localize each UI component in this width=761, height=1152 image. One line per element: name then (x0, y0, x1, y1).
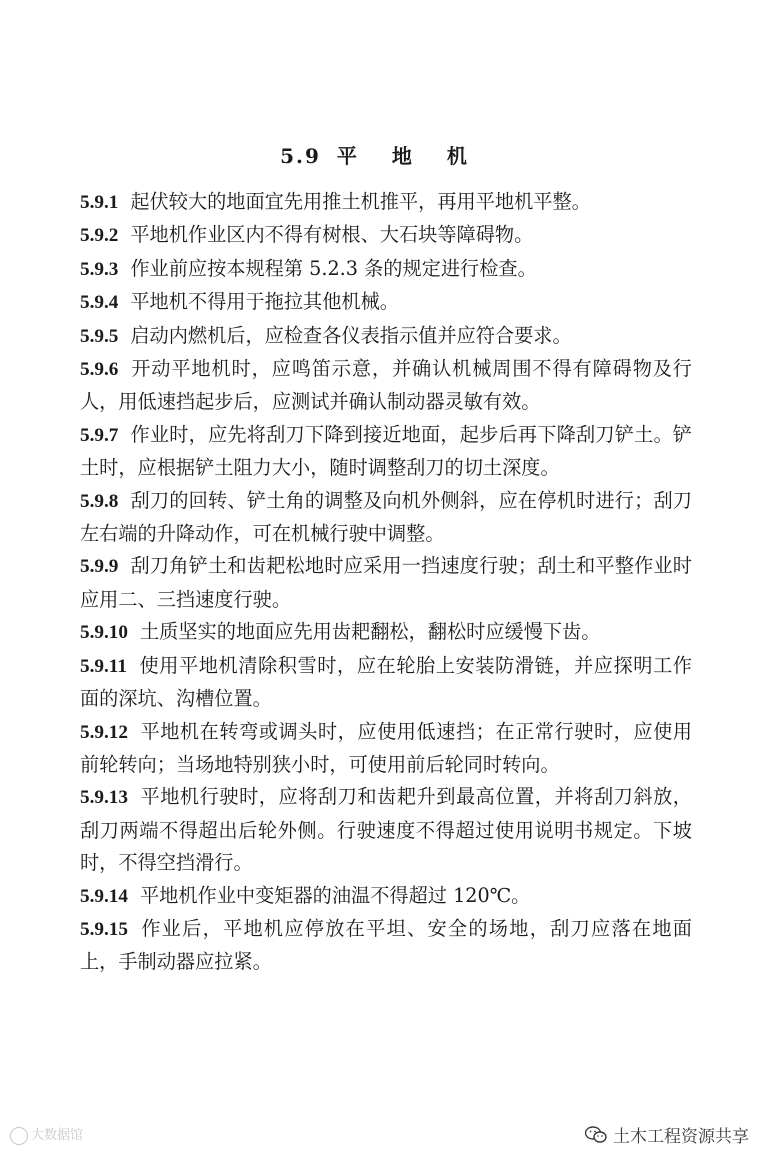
clause-number: 5.9.12 (80, 721, 128, 743)
clause-text: 刮刀的回转、铲土角的调整及向机外侧斜，应在停机时进行；刮刀左右端的升降动作，可在机械行驶中调整。 (80, 488, 692, 546)
clause-number: 5.9.14 (80, 885, 128, 907)
clause-text: 启动内燃机后，应检查各仪表指示值并应符合要求。 (130, 323, 572, 347)
clause-text: 起伏较大的地面宜先用推土机推平，再用平地机平整。 (130, 190, 591, 213)
clause-5-9-12 (80, 716, 692, 782)
clause-text: 平地机不得用于拖拉其他机械。 (130, 290, 399, 314)
wechat-icon (585, 1126, 607, 1144)
clause-number: 5.9.6 (80, 359, 119, 381)
clause-5-9-1 (80, 186, 692, 219)
clause-5-9-5 (80, 320, 692, 353)
clause-number: 5.9.1 (80, 192, 119, 213)
clause-number: 5.9.5 (80, 325, 119, 347)
clause-number: 5.9.7 (80, 424, 119, 446)
clause-text: 刮刀角铲土和齿耙松地时应采用一挡速度行驶；刮土和平整作业时应用二、三挡速度行驶。 (80, 554, 692, 611)
clause-5-9-10 (80, 616, 692, 649)
clause-5-9-7 (80, 419, 692, 485)
clause-text: 土质坚实的地面应先用齿耙翻松，翻松时应缓慢下齿。 (139, 620, 601, 644)
clause-list (80, 186, 692, 979)
clause-5-9-3 (80, 253, 692, 286)
clause-number: 5.9.4 (80, 292, 119, 314)
clause-5-9-15 (80, 913, 692, 979)
clause-text: 作业后，平地机应停放在平坦、安全的场地，刮刀应落在地面上，手制动器应拉紧。 (80, 916, 692, 974)
clause-5-9-6 (80, 353, 692, 419)
clause-number: 5.9.10 (80, 622, 128, 644)
watermark-left (10, 1124, 83, 1145)
clause-5-9-14 (80, 880, 692, 913)
watermark-right-text: 土木工程资源共享 (613, 1127, 749, 1147)
clause-text: 平地机在转弯或调头时，应使用低速挡；在正常行驶时，应使用前轮转向；当场地特别狭小时，可使用前后轮同时转向。 (80, 719, 692, 776)
clause-5-9-9 (80, 550, 692, 616)
clause-number: 5.9.13 (80, 787, 128, 809)
clause-text: 使用平地机清除积雪时，应在轮胎上安装防滑链，并应探明工作面的深坑、沟槽位置。 (80, 653, 692, 711)
clause-number: 5.9.8 (80, 490, 119, 512)
clause-5-9-2 (80, 219, 692, 252)
watermark-left-text: 大数据馆 (31, 1128, 84, 1143)
clause-number: 5.9.11 (80, 655, 127, 677)
clause-number: 5.9.15 (80, 918, 128, 940)
clause-5-9-11 (80, 650, 692, 716)
section-number: 5.9 (280, 144, 321, 168)
clause-text: 作业前应按本规程第 5.2.3 条的规定进行检查。 (130, 256, 537, 280)
clause-5-9-4 (80, 286, 692, 319)
clause-text: 平地机作业区内不得有树根、大石块等障碍物。 (130, 223, 534, 247)
clause-text: 平地机作业中变矩器的油温不得超过 120℃。 (139, 883, 531, 907)
section-title (0, 140, 761, 169)
watermark-logo-icon (10, 1127, 28, 1145)
clause-number: 5.9.2 (80, 225, 119, 247)
clause-5-9-13 (80, 781, 692, 879)
clause-number: 5.9.9 (80, 556, 119, 578)
clause-text: 作业时，应先将刮刀下降到接近地面，起步后再下降刮刀铲土。铲土时，应根据铲土阻力大小，随时调整刮刀的切土深度。 (80, 422, 692, 480)
clause-text: 开动平地机时，应鸣笛示意，并确认机械周围不得有障碍物及行人，用低速挡起步后，应测试并确认制动器灵敏有效。 (80, 357, 692, 414)
clause-5-9-8 (80, 485, 692, 551)
clause-text: 平地机行驶时，应将刮刀和齿耙升到最高位置，并将刮刀斜放，刮刀两端不得超出后轮外侧。行驶速度不得超过使用说明书规定。下坡时，不得空挡滑行。 (80, 785, 692, 875)
watermark-right (585, 1122, 749, 1147)
section-name: 平 地 机 (336, 144, 481, 168)
clause-number: 5.9.3 (80, 258, 119, 280)
